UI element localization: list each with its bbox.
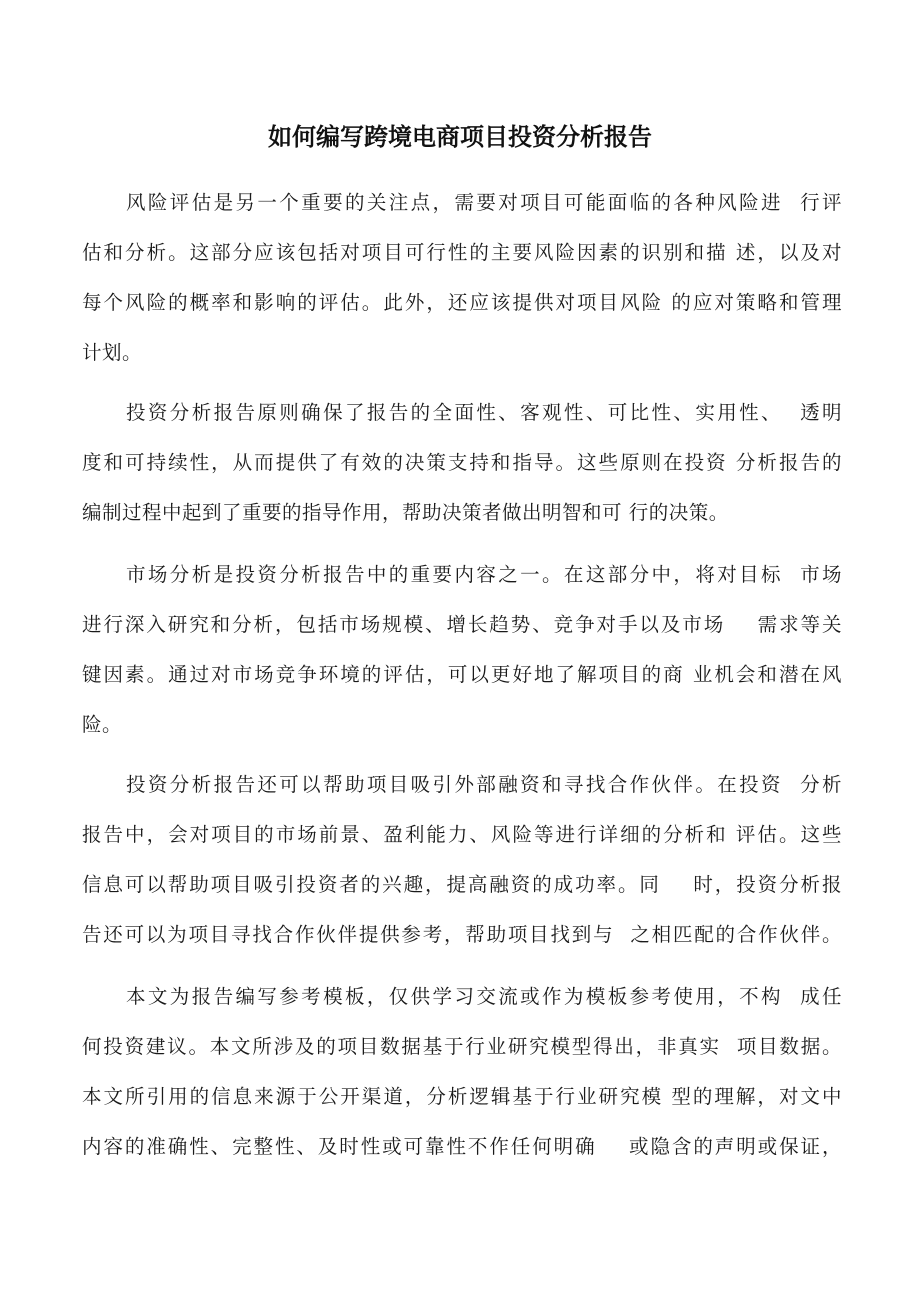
paragraph-line: 进行深入研究和分析，包括市场规模、增长趋势、竞争对手以及市场 需求等关 xyxy=(82,613,842,636)
paragraph-line: 投资分析报告原则确保了报告的全面性、客观性、可比性、实用性、 透明 xyxy=(126,401,842,424)
document-title: 如何编写跨境电商项目投资分析报告 xyxy=(268,123,652,151)
paragraph-line: 本文所引用的信息来源于公开渠道，分析逻辑基于行业研究模 型的理解，对文中 xyxy=(82,1085,842,1108)
paragraph-line: 计划。 xyxy=(82,341,143,364)
paragraph-line: 估和分析。这部分应该包括对项目可行性的主要风险因素的识别和描 述，以及对 xyxy=(82,241,842,264)
paragraph-line: 内容的准确性、完整性、及时性或可靠性不作任何明确 或隐含的声明或保证， xyxy=(82,1135,842,1158)
paragraph-line: 何投资建议。本文所涉及的项目数据基于行业研究模型得出，非真实 项目数据。 xyxy=(82,1035,842,1058)
paragraph-line: 信息可以帮助项目吸引投资者的兴趣，提高融资的成功率。同 时，投资分析报 xyxy=(82,873,842,896)
paragraph-line: 风险评估是另一个重要的关注点，需要对项目可能面临的各种风险进 行评 xyxy=(126,191,842,214)
paragraph-risk-assessment xyxy=(82,178,842,378)
paragraph-report-principles xyxy=(82,388,842,538)
paragraph-line: 度和可持续性，从而提供了有效的决策支持和指导。这些原则在投资 分析报告的 xyxy=(82,451,842,474)
paragraph-line: 编制过程中起到了重要的指导作用，帮助决策者做出明智和可 行的决策。 xyxy=(82,501,729,524)
paragraph-line: 投资分析报告还可以帮助项目吸引外部融资和寻找合作伙伴。在投资 分析 xyxy=(126,773,842,796)
paragraph-line: 每个风险的概率和影响的评估。此外，还应该提供对项目风险 的应对策略和管理 xyxy=(82,291,842,314)
paragraph-line: 键因素。通过对市场竞争环境的评估，可以更好地了解项目的商 业机会和潜在风 xyxy=(82,663,842,686)
paragraph-financing-partners xyxy=(82,760,842,960)
paragraph-line: 险。 xyxy=(82,713,123,736)
paragraph-line: 本文为报告编写参考模板，仅供学习交流或作为模板参考使用，不构 成任 xyxy=(126,985,842,1008)
paragraph-market-analysis xyxy=(82,550,842,750)
paragraph-line: 告还可以为项目寻找合作伙伴提供参考，帮助项目找到与 之相匹配的合作伙伴。 xyxy=(82,923,842,946)
paragraph-line: 报告中，会对项目的市场前景、盈利能力、风险等进行详细的分析和 评估。这些 xyxy=(82,823,842,846)
paragraph-disclaimer xyxy=(82,972,842,1172)
paragraph-line: 市场分析是投资分析报告中的重要内容之一。在这部分中，将对目标 市场 xyxy=(126,563,842,586)
